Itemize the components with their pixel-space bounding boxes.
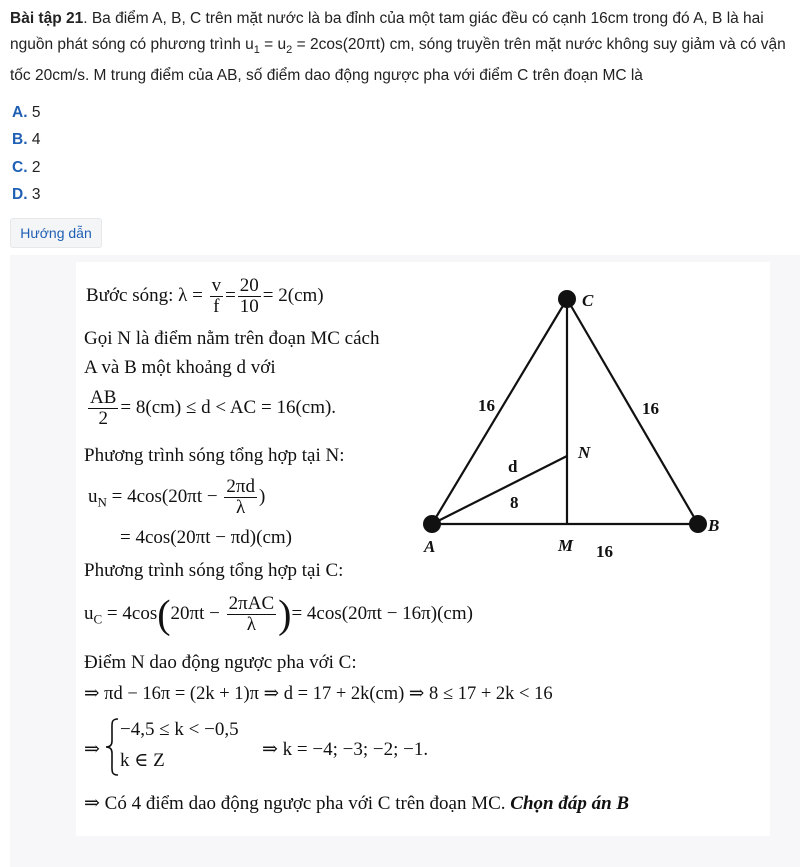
answer-choice: Chọn đáp án B <box>510 793 630 814</box>
question-number: Bài tập 21 <box>10 10 84 27</box>
label-m: M <box>558 536 574 555</box>
label-d: d <box>508 457 518 476</box>
label-b: B <box>708 516 720 535</box>
option-d[interactable]: D. 3 <box>12 186 41 203</box>
system-inequality: −4,5 ≤ k < −0,5 <box>120 719 239 740</box>
label-n: N <box>578 443 591 462</box>
label-16-right: 16 <box>642 399 659 418</box>
range-line: $\frac{AB}{2}$ = 8(cm) ≤ d < AC = 16(cm). <box>90 387 337 429</box>
label-a: A <box>424 537 436 556</box>
k-values: ⇒ k = −4; −3; −2; −1. <box>262 739 429 760</box>
conclusion-line: ⇒ Có 4 điểm dao động ngược pha với C trên đoạn MC. Chọn đáp án B <box>84 793 630 814</box>
hint-button[interactable]: Hướng dẫn <box>10 218 102 248</box>
point-b <box>689 515 707 533</box>
fraction-20-10: $\frac{20}{10}$ <box>239 275 259 317</box>
option-a[interactable]: A. 5 <box>12 104 41 121</box>
label-8: 8 <box>510 493 519 512</box>
label-16-bottom: 16 <box>596 542 613 561</box>
solution-line-5: Phương trình sóng tổng hợp tại N: <box>84 445 345 466</box>
system-integer: k ∈ Z <box>120 750 165 771</box>
un-simplified: = 4cos(20πt − πd)(cm) <box>120 527 292 548</box>
un-equation: $u_N = 4\cos(20\pi t$ − $\frac{2\pi d}{\lambda}$ ) <box>88 476 266 518</box>
point-c <box>558 290 576 308</box>
side-bc <box>567 299 698 524</box>
label-16-left: 16 <box>478 396 495 415</box>
question-text: Bài tập 21. Ba điểm A, B, C trên mặt nước là ba đỉnh của một tam giác đều có cạnh 16cm trong đó A, B là hai nguồn phát sóng có phương trình $u_1 = u_2 = 2\cos(20\pi t)$ cm, sóng truyền trên mặt nước không suy giảm và có vận tốc 20cm/s. M trung điểm của AB, số điểm dao động ngược pha với điểm C trên đoạn MC là <box>10 10 786 85</box>
arrow-symbol: ⇒ <box>84 739 100 760</box>
solution-line-11: ⇒ πd − 16π = (2k + 1)π ⇒ d = 17 + 2k(cm) ⇒ 8 ≤ 17 + 2k < 16 <box>84 684 553 704</box>
solution-line-3: A và B một khoảng d với <box>84 357 276 378</box>
option-b[interactable]: B. 4 <box>12 131 41 148</box>
wavelength-line: Bước sóng: λ = $\frac{v}{f}$ = $\frac{20}{10}$ = 2(cm) <box>86 275 324 317</box>
label-c: C <box>582 291 594 310</box>
solution-line-2: Gọi N là điểm nằm trên đoạn MC cách <box>84 328 380 349</box>
solution-line-10: Điểm N dao động ngược pha với C: <box>84 652 357 673</box>
fraction-v-f: $\frac{v}{f}$ <box>211 275 222 317</box>
option-c[interactable]: C. 2 <box>12 159 41 176</box>
fraction-2pid-lambda: $\frac{2\pi d}{\lambda}$ <box>226 476 255 518</box>
fraction-2piac-lambda: $\frac{\text{2πAC}}{\lambda}$ <box>228 593 275 635</box>
solution-line-8: Phương trình sóng tổng hợp tại C: <box>84 560 344 581</box>
fraction-ab-2: $\frac{AB}{2}$ <box>90 387 117 429</box>
point-a <box>423 515 441 533</box>
uc-equation: $u_C = 4\cos(20\pi t$ − $\frac{\text{2πAC}}{\lambda}$ )= 4cos(20πt − 16π)(cm) <box>84 591 473 637</box>
